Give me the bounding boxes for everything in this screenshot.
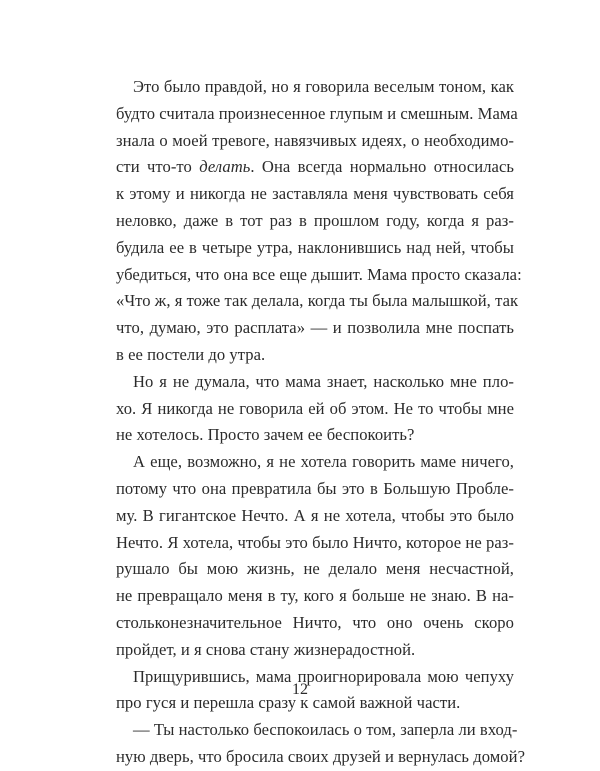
text-line: Это было правдой, но я говорила веселым тоном, как bbox=[133, 77, 514, 96]
text-line: не хотелось. Просто зачем ее беспокоить? bbox=[116, 425, 415, 445]
text-line: в ее постели до утра. bbox=[116, 344, 266, 364]
text-line: А еще, возможно, я не хотела говорить маме ничего, bbox=[133, 452, 514, 472]
text-line: ную дверь, что бросила своих друзей и вернулась домой? bbox=[116, 746, 525, 766]
text-line: стольконезначительное Ничто, что оно очень скоро bbox=[116, 612, 514, 632]
text-line: знала о моей тревоге, навязчивых идеях, о необходимо- bbox=[116, 130, 514, 150]
text-line: му. В гигантское Нечто. А я не хотела, чтобы это было bbox=[116, 505, 514, 525]
text-line: неловко, даже в тот раз в прошлом году, когда я раз- bbox=[116, 210, 514, 230]
emphasized-word: делать bbox=[199, 157, 251, 177]
page-number: 12 bbox=[292, 681, 308, 698]
text-line: сти что-то делать. Она всегда нормально относилась bbox=[116, 157, 514, 177]
text-line: потому что она превратила бы это в Большую Пробле- bbox=[116, 478, 514, 498]
text-line: «Что ж, я тоже так делала, когда ты была малышкой, так bbox=[116, 291, 519, 311]
text-line: что, думаю, это расплата» — и позволила мне поспать bbox=[116, 318, 514, 338]
text-line: не превращало меня в ту, кого я больше не знаю. В на- bbox=[116, 586, 514, 606]
text-line: Прищурившись, мама проигнорировала мою чепуху bbox=[133, 666, 514, 686]
text-line: рушало бы мою жизнь, не делало меня несчастной, bbox=[116, 559, 514, 579]
text-line: хо. Я никогда не говорила ей об этом. Не то чтобы мне bbox=[116, 398, 514, 418]
text-line: будила ее в четыре утра, наклонившись над ней, чтобы bbox=[116, 237, 514, 257]
text-line: Нечто. Я хотела, чтобы это было Ничто, которое не раз- bbox=[116, 532, 514, 552]
text-line: к этому и никогда не заставляла меня чувствовать себя bbox=[116, 184, 514, 204]
text-line: пройдет, и я снова стану жизнерадостной. bbox=[116, 639, 416, 659]
text-line: — Ты настолько беспокоилась о том, заперла ли вход- bbox=[133, 720, 518, 740]
text-line: убедиться, что она все еще дышит. Мама просто сказала: bbox=[116, 264, 522, 284]
text-line: про гуся и перешла сразу к самой важной части. bbox=[116, 693, 461, 713]
body-text bbox=[116, 74, 525, 771]
text-line: Но я не думала, что мама знает, насколько мне пло- bbox=[133, 371, 514, 391]
text-line: будто считала произнесенное глупым и смешным. Мама bbox=[116, 103, 518, 123]
